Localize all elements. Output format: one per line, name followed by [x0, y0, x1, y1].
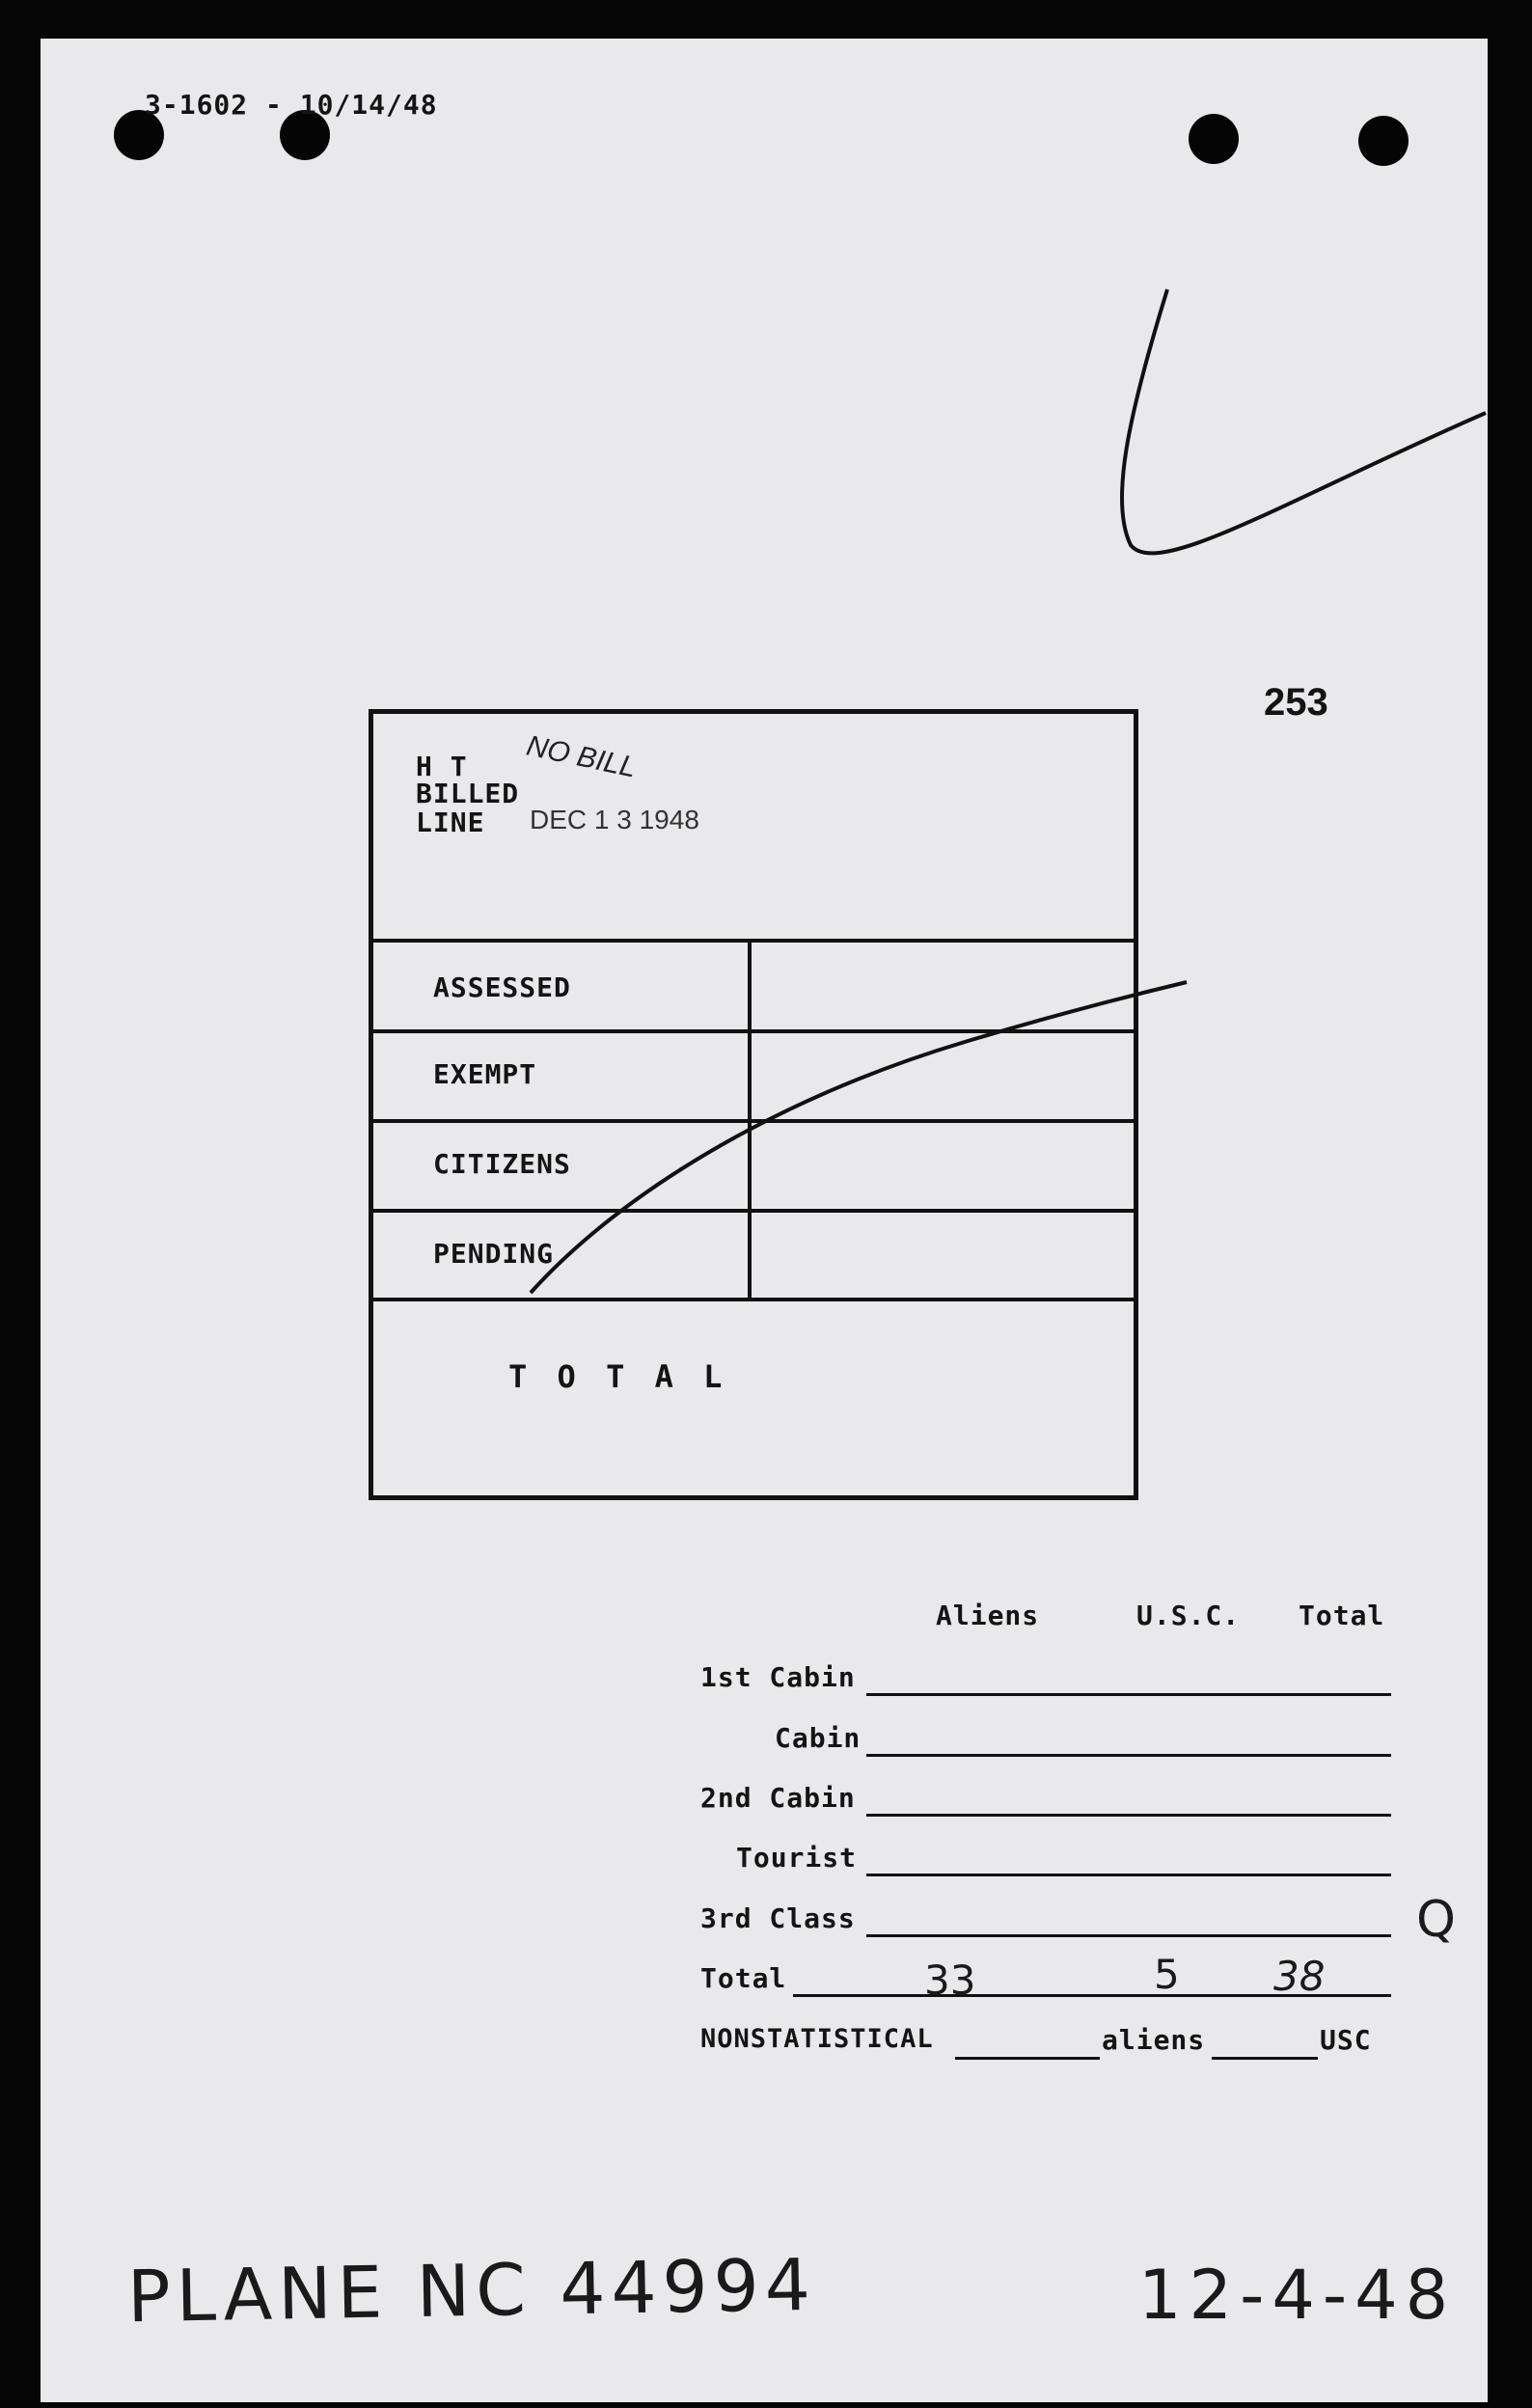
total-usc-value: 5 — [1154, 1951, 1180, 1998]
total-total-value: 38 — [1273, 1953, 1326, 2000]
page-number: 253 — [1264, 681, 1328, 724]
stamp-ht: H T — [416, 751, 468, 782]
row-assessed: ASSESSED — [433, 971, 571, 1003]
row-exempt: EXEMPT — [433, 1058, 537, 1090]
nonstat-aliens: aliens — [1102, 2024, 1206, 2056]
row-2nd-cabin: 2nd Cabin — [700, 1782, 856, 1814]
row-3rd-class: 3rd Class — [700, 1902, 856, 1934]
form-number: 3-1602 - 10/14/48 — [145, 89, 438, 121]
row-total: Total — [700, 1962, 787, 1994]
row-1st-cabin: 1st Cabin — [700, 1661, 856, 1693]
col-aliens: Aliens — [936, 1600, 1040, 1631]
stamp-billed: BILLED — [416, 778, 520, 809]
date-stamp: DEC 1 3 1948 — [530, 805, 699, 835]
check-mark — [1122, 289, 1486, 553]
total-aliens-value: 33 — [924, 1956, 976, 2004]
row-pending: PENDING — [433, 1238, 555, 1270]
margin-mark: Q — [1416, 1891, 1456, 1949]
row-tourist: Tourist — [736, 1842, 858, 1874]
nonstat-usc: USC — [1320, 2024, 1372, 2056]
stamp-line: LINE — [416, 807, 485, 838]
col-total: Total — [1299, 1600, 1385, 1631]
plane-handwriting: PLANE NC 44994 — [126, 2243, 817, 2340]
total-label: T O T A L — [508, 1358, 728, 1395]
date-handwriting: 12-4-48 — [1138, 2256, 1457, 2335]
no-bill-stamp: NO BILL — [523, 729, 640, 784]
col-usc: U.S.C. — [1136, 1600, 1241, 1631]
cross-out-stroke — [531, 982, 1187, 1293]
row-citizens: CITIZENS — [433, 1148, 571, 1180]
nonstat-label: NONSTATISTICAL — [700, 2024, 934, 2054]
row-cabin: Cabin — [775, 1722, 862, 1754]
